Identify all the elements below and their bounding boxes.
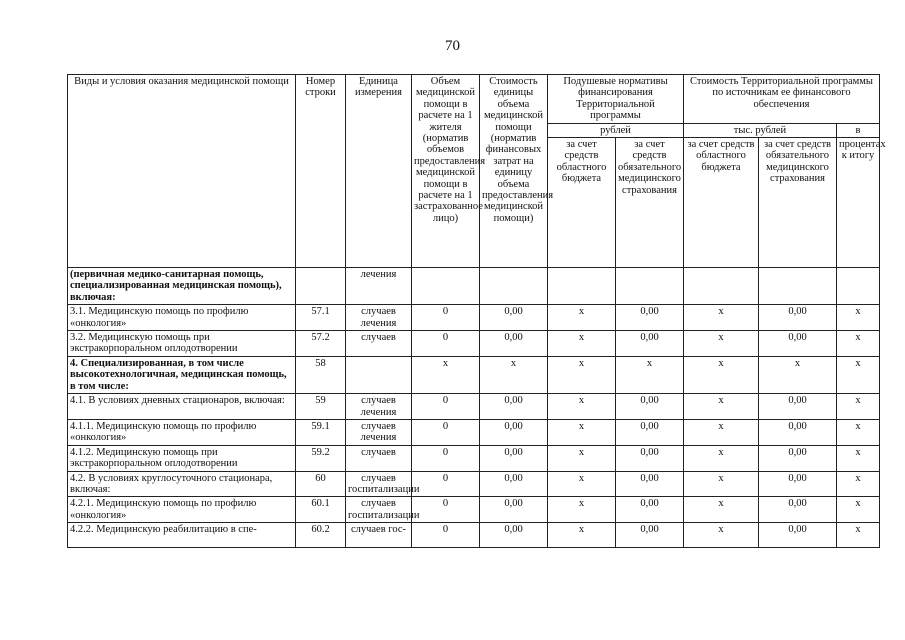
row-percent: х: [837, 497, 880, 523]
table-row: [68, 471, 880, 497]
row-number: 57.1: [296, 305, 346, 331]
header-sub-percent: процентах к итогу: [837, 138, 880, 268]
row-unit: случаев лечения: [346, 394, 412, 420]
row-total-oms: 0,00: [759, 471, 837, 497]
row-name: 3.2. Медицинскую помощь при экстракорпоральном оплодотворении: [68, 331, 296, 357]
table-row: [68, 445, 880, 471]
row-percap-budget: х: [548, 331, 616, 357]
row-volume: 0: [412, 445, 480, 471]
row-percent: х: [837, 394, 880, 420]
row-unit: случаев: [346, 445, 412, 471]
header-sub-oms: за счет средств обязательного медицинского страхования: [616, 138, 684, 268]
row-percent: х: [837, 445, 880, 471]
row-percent: х: [837, 523, 880, 548]
row-total-budget: х: [684, 356, 759, 393]
row-total-budget: х: [684, 445, 759, 471]
row-cost: 0,00: [480, 523, 548, 548]
row-volume: [412, 268, 480, 305]
row-total-budget: х: [684, 471, 759, 497]
table-row: [68, 394, 880, 420]
row-percap-budget: х: [548, 356, 616, 393]
row-volume: х: [412, 356, 480, 393]
row-percap-oms: 0,00: [616, 331, 684, 357]
row-name: 4.1. В условиях дневных стационаров, включая:: [68, 394, 296, 420]
row-name: 4.2. В условиях круглосуточного стационара, включая:: [68, 471, 296, 497]
row-percent: [837, 268, 880, 305]
row-total-oms: х: [759, 356, 837, 393]
row-percent: х: [837, 305, 880, 331]
row-unit: случаев: [346, 331, 412, 357]
row-total-budget: х: [684, 331, 759, 357]
row-percap-budget: х: [548, 523, 616, 548]
row-percap-oms: 0,00: [616, 419, 684, 445]
header-type: Виды и условия оказания медицинской помощи: [68, 75, 296, 268]
row-percap-budget: х: [548, 305, 616, 331]
row-name: 4.1.1. Медицинскую помощь по профилю «онкология»: [68, 419, 296, 445]
row-total-oms: 0,00: [759, 394, 837, 420]
row-number: 60: [296, 471, 346, 497]
row-percap-budget: х: [548, 419, 616, 445]
row-volume: 0: [412, 419, 480, 445]
row-total-budget: х: [684, 523, 759, 548]
row-number: 58: [296, 356, 346, 393]
row-total-budget: [684, 268, 759, 305]
row-volume: 0: [412, 394, 480, 420]
row-number: 59: [296, 394, 346, 420]
row-name: 4.2.1. Медицинскую помощь по профилю «онкология»: [68, 497, 296, 523]
row-cost: 0,00: [480, 419, 548, 445]
row-total-oms: 0,00: [759, 445, 837, 471]
financing-table: [67, 74, 886, 548]
row-volume: 0: [412, 331, 480, 357]
row-percap-oms: 0,00: [616, 471, 684, 497]
row-unit: случаев лечения: [346, 419, 412, 445]
header-unit-percent: в: [837, 123, 880, 137]
page-number: 70: [445, 38, 460, 54]
row-percap-budget: х: [548, 471, 616, 497]
row-percap-budget: [548, 268, 616, 305]
row-percap-oms: 0,00: [616, 523, 684, 548]
table-row: [68, 356, 880, 393]
row-total-budget: х: [684, 497, 759, 523]
row-percent: х: [837, 419, 880, 445]
row-percap-oms: 0,00: [616, 305, 684, 331]
table-row: [68, 419, 880, 445]
row-number: 59.2: [296, 445, 346, 471]
header-unit-rub: рублей: [548, 123, 684, 137]
header-cost: Стоимость единицы объема медицинской помощи (норматив финансовых затрат на единицу объема предоставления медицинской помощи): [480, 75, 548, 268]
row-name: 4.2.2. Медицинскую реабилитацию в спе-: [68, 523, 296, 548]
header-row-1: [68, 75, 880, 124]
table-row: [68, 305, 880, 331]
row-cost: [480, 268, 548, 305]
row-volume: 0: [412, 497, 480, 523]
table-row: [68, 268, 880, 305]
row-volume: 0: [412, 471, 480, 497]
row-total-oms: 0,00: [759, 523, 837, 548]
row-cost: 0,00: [480, 394, 548, 420]
header-sub-regional-budget: за счет средств областного бюджета: [548, 138, 616, 268]
row-cost: 0,00: [480, 445, 548, 471]
header-cost-group: Стоимость Территориальной программы по источникам ее финансового обеспечения: [684, 75, 880, 124]
row-cost: 0,00: [480, 497, 548, 523]
row-unit: лечения: [346, 268, 412, 305]
row-number: 60.1: [296, 497, 346, 523]
row-percap-oms: 0,00: [616, 497, 684, 523]
row-total-oms: [759, 268, 837, 305]
header-unit-thousands: тыс. рублей: [684, 123, 837, 137]
row-total-oms: 0,00: [759, 497, 837, 523]
header-volume: Объем медицинской помощи в расчете на 1 жителя (норматив объемов предоставления медицинской помощи в расчете на 1 застрахованное лицо): [412, 75, 480, 268]
row-cost: 0,00: [480, 331, 548, 357]
row-total-oms: 0,00: [759, 331, 837, 357]
row-name: 4. Специализированная, в том числе высокотехнологичная, медицинская помощь, в том числе:: [68, 356, 296, 393]
header-unit: Единица измерения: [346, 75, 412, 268]
row-number: 59.1: [296, 419, 346, 445]
row-name: (первичная медико-санитарная помощь, специализированная медицинская помощь), включая:: [68, 268, 296, 305]
header-row-number: Номер строки: [296, 75, 346, 268]
row-percap-budget: х: [548, 394, 616, 420]
row-number: [296, 268, 346, 305]
row-percent: х: [837, 356, 880, 393]
row-total-budget: х: [684, 305, 759, 331]
row-percap-budget: х: [548, 497, 616, 523]
header-percapita-group: Подушевые нормативы финансирования Территориальной программы: [548, 75, 684, 124]
row-total-oms: 0,00: [759, 419, 837, 445]
row-unit: случаев гос-: [346, 523, 412, 548]
table-row: [68, 497, 880, 523]
row-cost: х: [480, 356, 548, 393]
row-number: 60.2: [296, 523, 346, 548]
row-percap-oms: [616, 268, 684, 305]
row-unit: случаев госпитализации: [346, 471, 412, 497]
row-total-budget: х: [684, 394, 759, 420]
header-sub-regional-budget-2: за счет средств областного бюджета: [684, 138, 759, 268]
row-cost: 0,00: [480, 305, 548, 331]
header-sub-oms-2: за счет средств обязательного медицинского страхования: [759, 138, 837, 268]
row-total-oms: 0,00: [759, 305, 837, 331]
row-percap-oms: х: [616, 356, 684, 393]
row-unit: случаев госпитализации: [346, 497, 412, 523]
row-name: 4.1.2. Медицинскую помощь при экстракорпоральном оплодотворении: [68, 445, 296, 471]
row-total-budget: х: [684, 419, 759, 445]
row-percap-oms: 0,00: [616, 445, 684, 471]
row-unit: [346, 356, 412, 393]
table-row: [68, 331, 880, 357]
table-row: [68, 523, 880, 548]
row-percap-oms: 0,00: [616, 394, 684, 420]
row-percent: х: [837, 331, 880, 357]
row-percap-budget: х: [548, 445, 616, 471]
row-percent: х: [837, 471, 880, 497]
row-number: 57.2: [296, 331, 346, 357]
row-name: 3.1. Медицинскую помощь по профилю «онкология»: [68, 305, 296, 331]
row-cost: 0,00: [480, 471, 548, 497]
row-volume: 0: [412, 305, 480, 331]
row-unit: случаев лечения: [346, 305, 412, 331]
row-volume: 0: [412, 523, 480, 548]
